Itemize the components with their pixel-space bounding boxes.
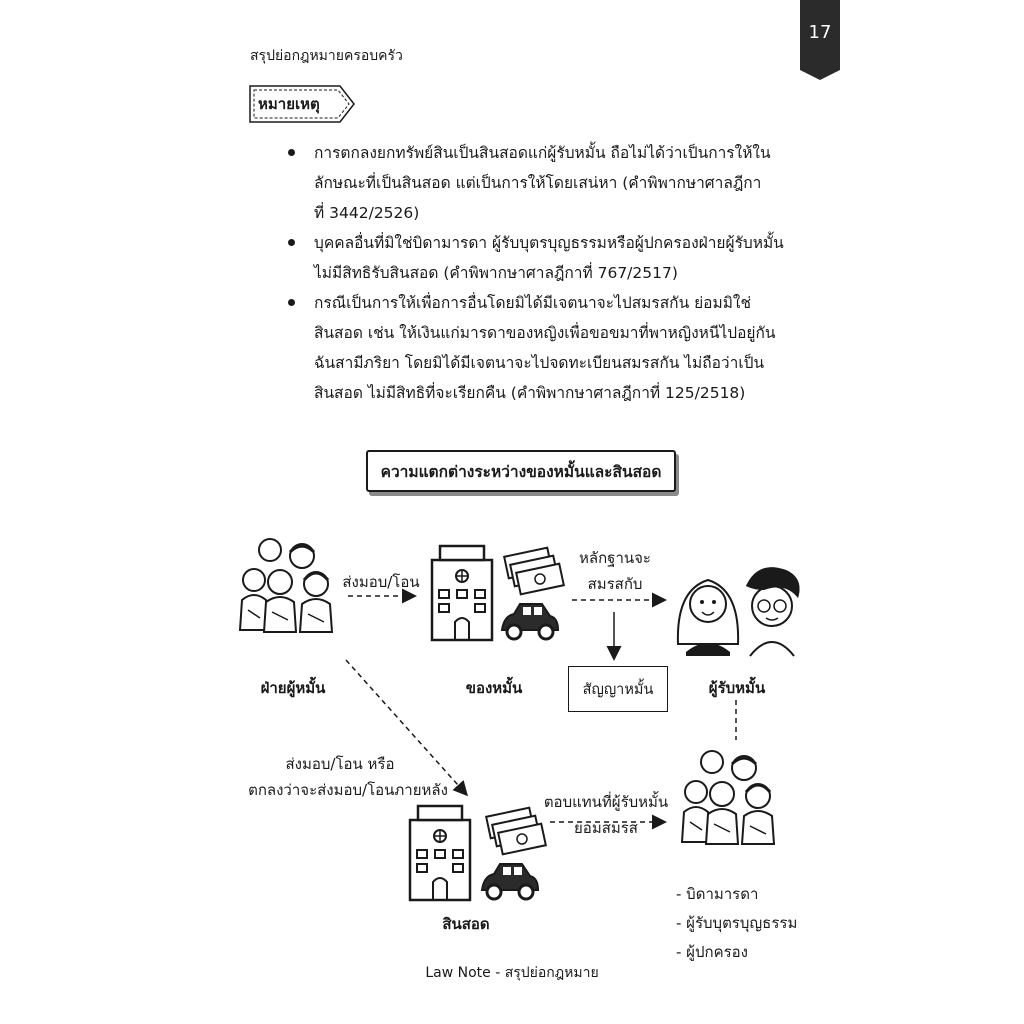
recipient-list xyxy=(676,880,797,967)
note-label: หมายเหตุ xyxy=(258,95,320,113)
house-icon xyxy=(432,546,492,640)
bullet-line: ไม่มีสิทธิรับสินสอด (คำพิพากษาศาลฎีกาที่ 767/2517) xyxy=(314,264,678,282)
evidence-line1: หลักฐานจะ xyxy=(579,549,651,567)
bullet-line: การตกลงยกทรัพย์สินเป็นสินสอดแก่ผู้รับหมั้น ถือไม่ได้ว่าเป็นการให้ใน xyxy=(314,144,771,162)
bullet-line: สินสอด เช่น ให้เงินแก่มารดาของหญิงเพื่อขอขมาที่พาหญิงหนีไปอยู่กัน xyxy=(314,324,776,342)
recipient-family-icon xyxy=(682,751,774,844)
dowry-money-icon xyxy=(486,808,546,855)
car-icon xyxy=(502,604,558,639)
recipient-item: - บิดามารดา xyxy=(676,885,759,903)
return-line1: ตอบแทนที่ผู้รับหมั้น xyxy=(543,793,669,811)
evidence-line2: สมรสกับ xyxy=(587,575,643,593)
recipient-item: - ผู้รับบุตรบุญธรรม xyxy=(676,914,798,932)
money-icon xyxy=(504,548,564,595)
return-line2: ยอมสมรส xyxy=(574,819,638,837)
page-number: 17 xyxy=(808,22,832,43)
running-head: สรุปย่อกฎหมายครอบครัว xyxy=(250,48,403,64)
deliver-or-line2: ตกลงว่าจะส่งมอบ/โอนภายหลัง xyxy=(248,781,448,799)
dowry-house-icon xyxy=(410,806,470,900)
contract-box: สัญญาหมั้น xyxy=(568,666,668,712)
bullet-line: สินสอด ไม่มีสิทธิที่จะเรียกคืน (คำพิพากษาศาลฎีกาที่ 125/2518) xyxy=(314,384,746,402)
page-footer: Law Note - สรุปย่อกฎหมาย xyxy=(425,965,599,981)
dowry-label: สินสอด xyxy=(442,915,490,933)
diagram-heading: ความแตกต่างระหว่างของหมั้นและสินสอด xyxy=(366,450,676,492)
giver-label: ฝ่ายผู้หมั้น xyxy=(260,679,326,697)
recipient-item: - ผู้ปกครอง xyxy=(676,943,748,961)
bullet-line: ลักษณะที่เป็นสินสอด แต่เป็นการให้โดยเสน่หา (คำพิพากษาศาลฎีกา xyxy=(314,174,762,192)
giver-family-icon xyxy=(240,539,332,632)
deliver-or-line1: ส่งมอบ/โอน หรือ xyxy=(285,755,395,773)
engagement-gift-label: ของหมั้น xyxy=(465,679,523,697)
deliver-arrow-label: ส่งมอบ/โอน xyxy=(342,573,420,591)
dowry-car-icon xyxy=(482,864,538,899)
bullet-line: ฉันสามีภริยา โดยมิได้มีเจตนาจะไปจดทะเบียนสมรสกัน ไม่ถือว่าเป็น xyxy=(314,354,765,372)
receiver-label: ผู้รับหมั้น xyxy=(708,679,766,697)
bullet-line: ที่ 3442/2526) xyxy=(314,204,420,222)
couple-icon xyxy=(678,567,800,656)
bullet-line: บุคคลอื่นที่มิใช่บิดามารดา ผู้รับบุตรบุญธรรมหรือผู้ปกครองฝ่ายผู้รับหมั้น xyxy=(314,234,784,252)
bullet-line: กรณีเป็นการให้เพื่อการอื่นโดยมิได้มีเจตนาจะไปสมรสกัน ย่อมมิใช่ xyxy=(314,294,752,312)
